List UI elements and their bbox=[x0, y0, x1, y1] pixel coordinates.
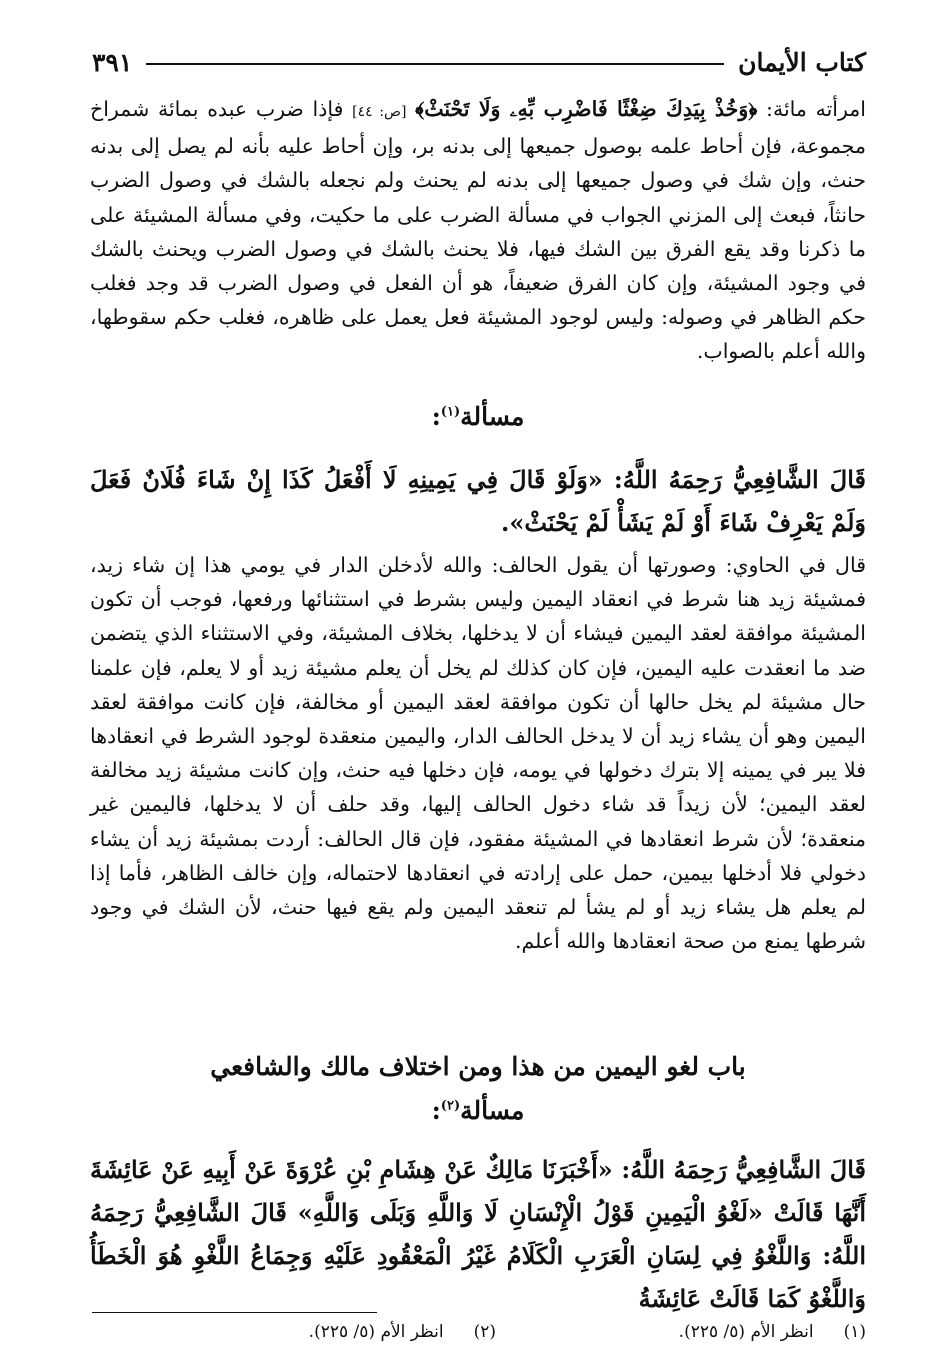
footnote-1-text: انظر الأم (٥/ ٢٢٥). bbox=[678, 1322, 814, 1342]
paragraph-2: قال في الحاوي: وصورتها أن يقول الحالف: والله لأدخلن الدار في يومي هذا إن شاء زيد، فمشيئة زيد هنا شرط في انعقاد اليمين وليس بشرط في استثنائها ورفعها، فوجب أن تكون المشيئة موافقة لعقد اليمين فيشاء أن لا يدخلها، بخلاف المشيئة، وفي الاستثناء الذي يتضمن ضد ما انعقدت عليه اليمين، فإن كان كذلك لم يخل أن يعلم مشيئة زيد أو لا يعلم، فإن علمنا حال مشيئة لم يخل حالها أن تكون موافقة لعقد اليمين أو مخالفة، فإن كانت موافقة لعقد اليمين وهو أن يشاء زيد أن لا يدخل الحالف الدار، واليمين منعقدة لوجود الشرط في انعقادها فلا يبر في يمينه إلا بترك دخولها في يومه، فإن دخلها فيه حنث، وإن كانت مشيئة زيد مخالفة لعقد اليمين؛ لأن زيداً قد شاء دخول الحالف إليها، وقد حلف أن لا يدخلها، فاليمين غير منعقدة؛ لأن شرط انعقادها في المشيئة مفقود، فإن قال الحالف: أردت بمشيئة زيد أن يشاء دخولي فلا أدخلها بيمين، حمل على إرادته في انعقادها لاحتماله، وإن خالف الظاهر، فأما إذا لم يعلم هل يشاء زيد أو لم يشأ لم تنعقد اليمين ولم يقع فيها حنث، لأن الشك في وجود شرطها يمنع من صحة انعقادها والله أعلم. bbox=[90, 553, 866, 954]
masala-1-colon: : bbox=[431, 402, 441, 431]
footnote-ref-2: (٢) bbox=[440, 1098, 461, 1114]
footnote-1-number: (١) bbox=[843, 1322, 866, 1342]
masala-2-title: مسألة bbox=[460, 1096, 525, 1125]
shafii-quote-2: قَالَ الشَّافِعِيُّ رَحِمَهُ اللَّهُ: «أَخْبَرَنَا مَالِكٌ عَنْ هِشَامِ بْنِ عُرْوَةَ عَنْ أَبِيهِ عَنْ عَائِشَةَ أَنَّهَا قَالَتْ «لَغْوُ الْيَمِينِ قَوْلُ الْإِنْسَانِ لَا وَاللَّهِ وَبَلَى وَاللَّهِ» قَالَ الشَّافِعِيُّ رَحِمَهُ اللَّهُ: وَاللَّغْوُ فِي لِسَانِ الْعَرَبِ الْكَلَامُ غَيْرُ الْمَعْقُودِ عَلَيْهِ وَجِمَاعُ اللَّغْوِ هُوَ الْخَطَأُ وَاللَّغْوُ كَمَا قَالَتْ عَائِشَةُ bbox=[90, 1155, 866, 1313]
paragraph-1-body: فإذا ضرب عبده بمائة شمراخ مجموعة، فإن أحاط علمه بوصول جميعها إلى بدنه بر، وإن أحاط عليه بأنه لم يصل إلى بدنه حنث، وإن شك في وصول جميعها إلى بدنه لم يحنث ولم نجعله بالشك في وصول الضرب حانثاً، فبعث إلى المزني الجواب في مسألة الضرب على ما حكيت، وفي مسألة المشيئة على ما ذكرنا وقد يقع الفرق بين الشك فيها، فلا يحنث بالشك في وصول الضرب ويحنث بالشك في وجود المشيئة، وإن كان الفرق ضعيفاً، هو أن الفعل في وصول الضرب قد وجد فغلب حكم الظاهر في وصوله: وليس لوجود المشيئة فعل يعمل على ظاهره، فغلب حكم سقوطها، والله أعلم بالصواب. bbox=[90, 97, 866, 364]
masala-1-heading bbox=[90, 402, 866, 431]
footnote-ref-1: (١) bbox=[440, 404, 461, 420]
page-number: ٣٩١ bbox=[92, 47, 133, 77]
footnote-rule bbox=[92, 1312, 377, 1313]
chapter-heading: باب لغو اليمين من هذا ومن اختلاف مالك والشافعي bbox=[210, 1052, 746, 1081]
quran-verse: ﴿وَخُذْ بِيَدِكَ ضِغْثًا فَاضْرِب بِّهِۦ وَلَا تَحْنَثْ﴾ bbox=[415, 97, 758, 121]
footnote-2-number: (٢) bbox=[473, 1322, 496, 1342]
footnote-2 bbox=[309, 1322, 496, 1342]
running-header bbox=[92, 42, 866, 82]
masala-2-colon: : bbox=[431, 1096, 441, 1125]
masala-1-title: مسألة bbox=[460, 402, 525, 431]
masala-2-heading bbox=[90, 1096, 866, 1125]
running-title: كتاب الأيمان bbox=[738, 47, 866, 77]
footnote-2-text: انظر الأم (٥/ ٢٢٥). bbox=[308, 1322, 444, 1342]
header-rule bbox=[146, 63, 724, 65]
paragraph-1 bbox=[90, 92, 866, 369]
footnote-1 bbox=[679, 1322, 866, 1342]
verse-citation: [ص: ٤٤] bbox=[352, 104, 407, 120]
paragraph-1-lead: امرأته مائة: bbox=[766, 97, 866, 121]
shafii-quote-1: قَالَ الشَّافِعِيُّ رَحِمَهُ اللَّهُ: «وَلَوْ قَالَ فِي يَمِينِهِ لَا أَفْعَلُ كَذَا إِنْ شَاءَ فُلَانٌ فَعَلَ وَلَمْ يَعْرِفْ شَاءَ أَوْ لَمْ يَشَأْ لَمْ يَحْنَثْ». bbox=[90, 465, 866, 537]
